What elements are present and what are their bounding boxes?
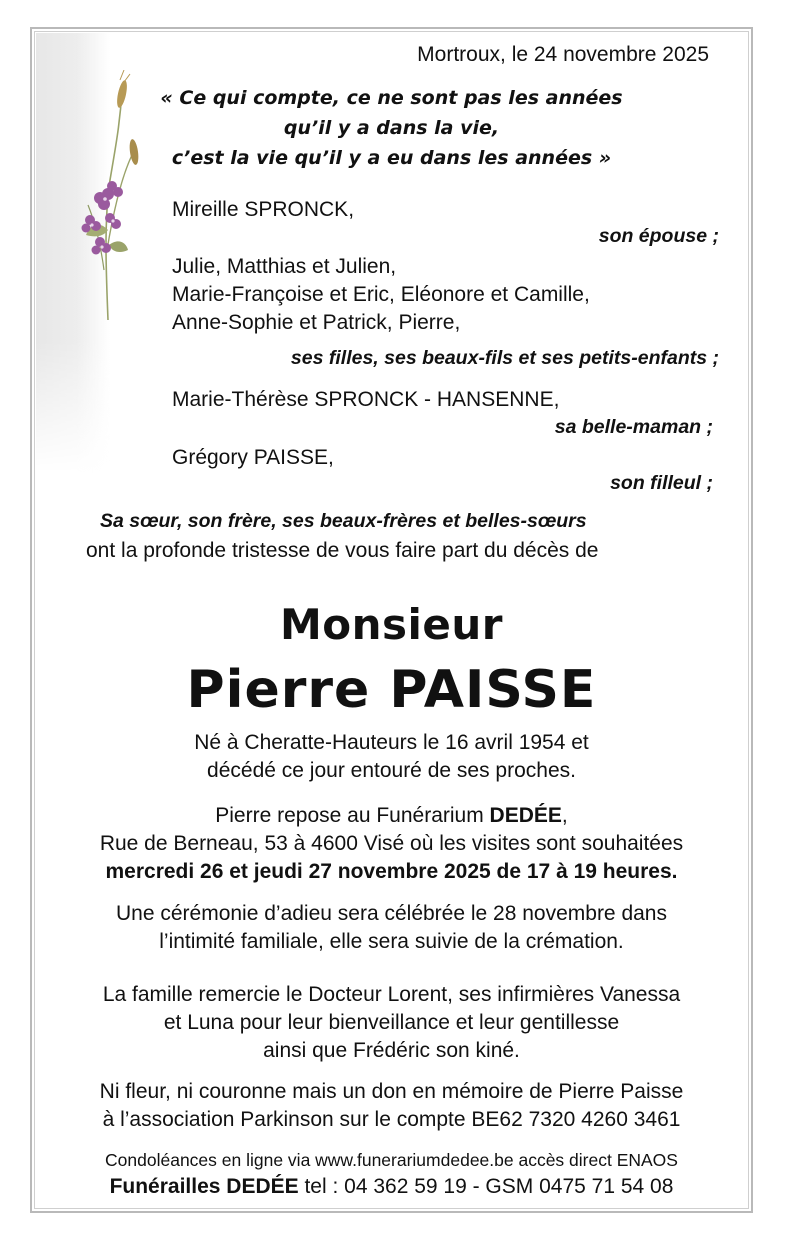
thanks-line-1: La famille remercie le Docteur Lorent, ses infirmières Vanessa: [102, 983, 681, 1006]
announce-line: ont la profonde tristesse de vous faire part du décès de: [86, 539, 599, 562]
footer-phone: tel : 04 362 59 19 - GSM 0475 71 54 08: [298, 1175, 674, 1198]
children-line-3: Anne-Sophie et Patrick, Pierre,: [172, 311, 461, 334]
donation-line-1: Ni fleur, ni couronne mais un don en mémoire de Pierre Paisse: [99, 1080, 684, 1103]
rest-line-1-suffix: ,: [561, 804, 568, 827]
children-line-2: Marie-Françoise et Eric, Eléonore et Camille,: [172, 283, 590, 306]
siblings-line: Sa sœur, son frère, ses beaux-frères et belles-sœurs: [100, 510, 587, 532]
quote-line-3: c’est la vie qu’il y a eu dans les années »: [171, 147, 612, 169]
godson-name: Grégory PAISSE,: [172, 446, 334, 469]
mother-in-law-relation: sa belle-maman ;: [554, 416, 713, 438]
rest-line-1-prefix: Pierre repose au Funérarium: [215, 804, 490, 827]
ceremony-line-2: l’intimité familiale, elle sera suivie de la crémation.: [159, 930, 624, 953]
children-line-1: Julie, Matthias et Julien,: [172, 255, 397, 278]
birth-line-1: Né à Cheratte-Hauteurs le 16 avril 1954 et: [194, 731, 589, 754]
children-relation: ses filles, ses beaux-fils et ses petits-enfants ;: [290, 347, 719, 369]
thanks-line-2: et Luna pour leur bienveillance et leur gentillesse: [163, 1011, 620, 1034]
spouse-name: Mireille SPRONCK,: [172, 198, 355, 221]
date-line: Mortroux, le 24 novembre 2025: [417, 43, 709, 66]
rest-line-1: [34, 802, 749, 830]
ceremony-line-1: Une cérémonie d’adieu sera célébrée le 28 novembre dans: [115, 902, 667, 925]
thanks-line-3: ainsi que Frédéric son kiné.: [263, 1039, 520, 1062]
title-monsieur: Monsieur: [279, 600, 504, 649]
footer-contact: [34, 1173, 749, 1201]
mother-in-law-name: Marie-Thérèse SPRONCK - HANSENNE,: [172, 388, 560, 411]
birth-line-2: décédé ce jour entouré de ses proches.: [207, 759, 576, 782]
spouse-relation: son épouse ;: [598, 225, 719, 247]
quote-line-2: qu’il y a dans la vie,: [283, 117, 500, 139]
quote-line-1: « Ce qui compte, ce ne sont pas les années: [160, 87, 623, 109]
deceased-name: Pierre PAISSE: [186, 660, 597, 720]
visit-dates: mercredi 26 et jeudi 27 novembre 2025 de 17 à 19 heures.: [105, 860, 678, 883]
godson-relation: son filleul ;: [610, 472, 713, 494]
funerarium-name: DEDÉE: [489, 804, 562, 827]
condolences-line: Condoléances en ligne via www.funerariumdedee.be accès direct ENAOS: [105, 1150, 678, 1170]
rest-line-2: Rue de Berneau, 53 à 4600 Visé où les visites sont souhaitées: [99, 832, 684, 855]
footer-brand: Funérailles DEDÉE: [109, 1175, 299, 1198]
donation-line-2: à l’association Parkinson sur le compte BE62 7320 4260 3461: [102, 1108, 681, 1131]
